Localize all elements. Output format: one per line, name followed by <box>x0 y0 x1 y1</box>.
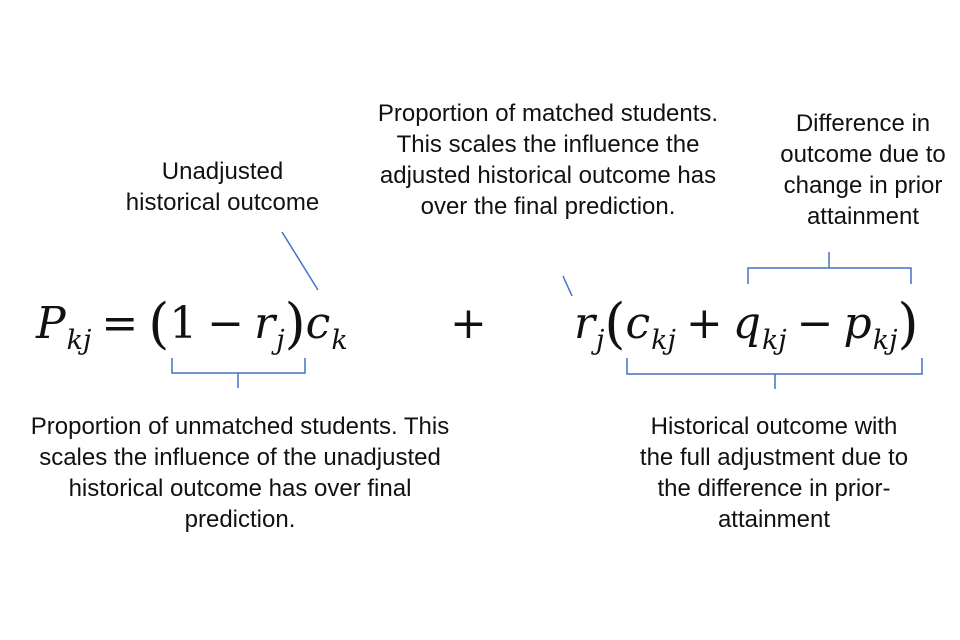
label-proportion-unmatched-students: Proportion of unmatched students. This scales the influence of the unadjusted historical outcome has over final prediction. <box>30 413 450 533</box>
variable-r-j: $r_j$ <box>254 298 285 356</box>
label-difference-in-outcome: Difference in outcome due to change in prior attainment <box>780 110 946 230</box>
variable-c-kj: $c_{kj}$ <box>625 298 676 356</box>
variable-r-j-second: $r_j$ <box>574 298 605 356</box>
label-historical-outcome-full-adjustment: Historical outcome with the full adjustment due to the difference in prior- attainment <box>639 413 909 533</box>
equals-sign: = <box>101 298 139 349</box>
plus-sign: + <box>450 298 487 349</box>
label-proportion-matched-students: Proportion of matched students. This scales the influence the adjusted historical outcome has over the final prediction. <box>377 100 719 220</box>
brace-difference <box>748 252 911 284</box>
minus-sign-second: − <box>796 298 834 349</box>
close-paren: ) <box>284 292 306 355</box>
open-paren-second: ( <box>604 292 626 355</box>
variable-p-kj-second: $p_{kj}$ <box>843 298 898 356</box>
variable-p-kj: $P_{kj}$ <box>36 298 92 356</box>
label-unadjusted-historical-outcome: Unadjusted historical outcome <box>125 158 320 216</box>
brace-full-adjustment <box>627 358 922 389</box>
variable-q-kj: $q_{kj}$ <box>732 298 787 356</box>
number-one: 1 <box>169 298 198 349</box>
brace-unmatched <box>172 358 305 388</box>
variable-c-k: $c_k$ <box>305 298 348 356</box>
plus-sign-second: + <box>685 298 723 349</box>
pointer-line-unadjusted <box>282 232 318 290</box>
close-paren-second: ) <box>897 292 919 355</box>
minus-sign: − <box>207 298 245 349</box>
pointer-line-matched <box>563 276 572 296</box>
open-paren: ( <box>148 292 170 355</box>
